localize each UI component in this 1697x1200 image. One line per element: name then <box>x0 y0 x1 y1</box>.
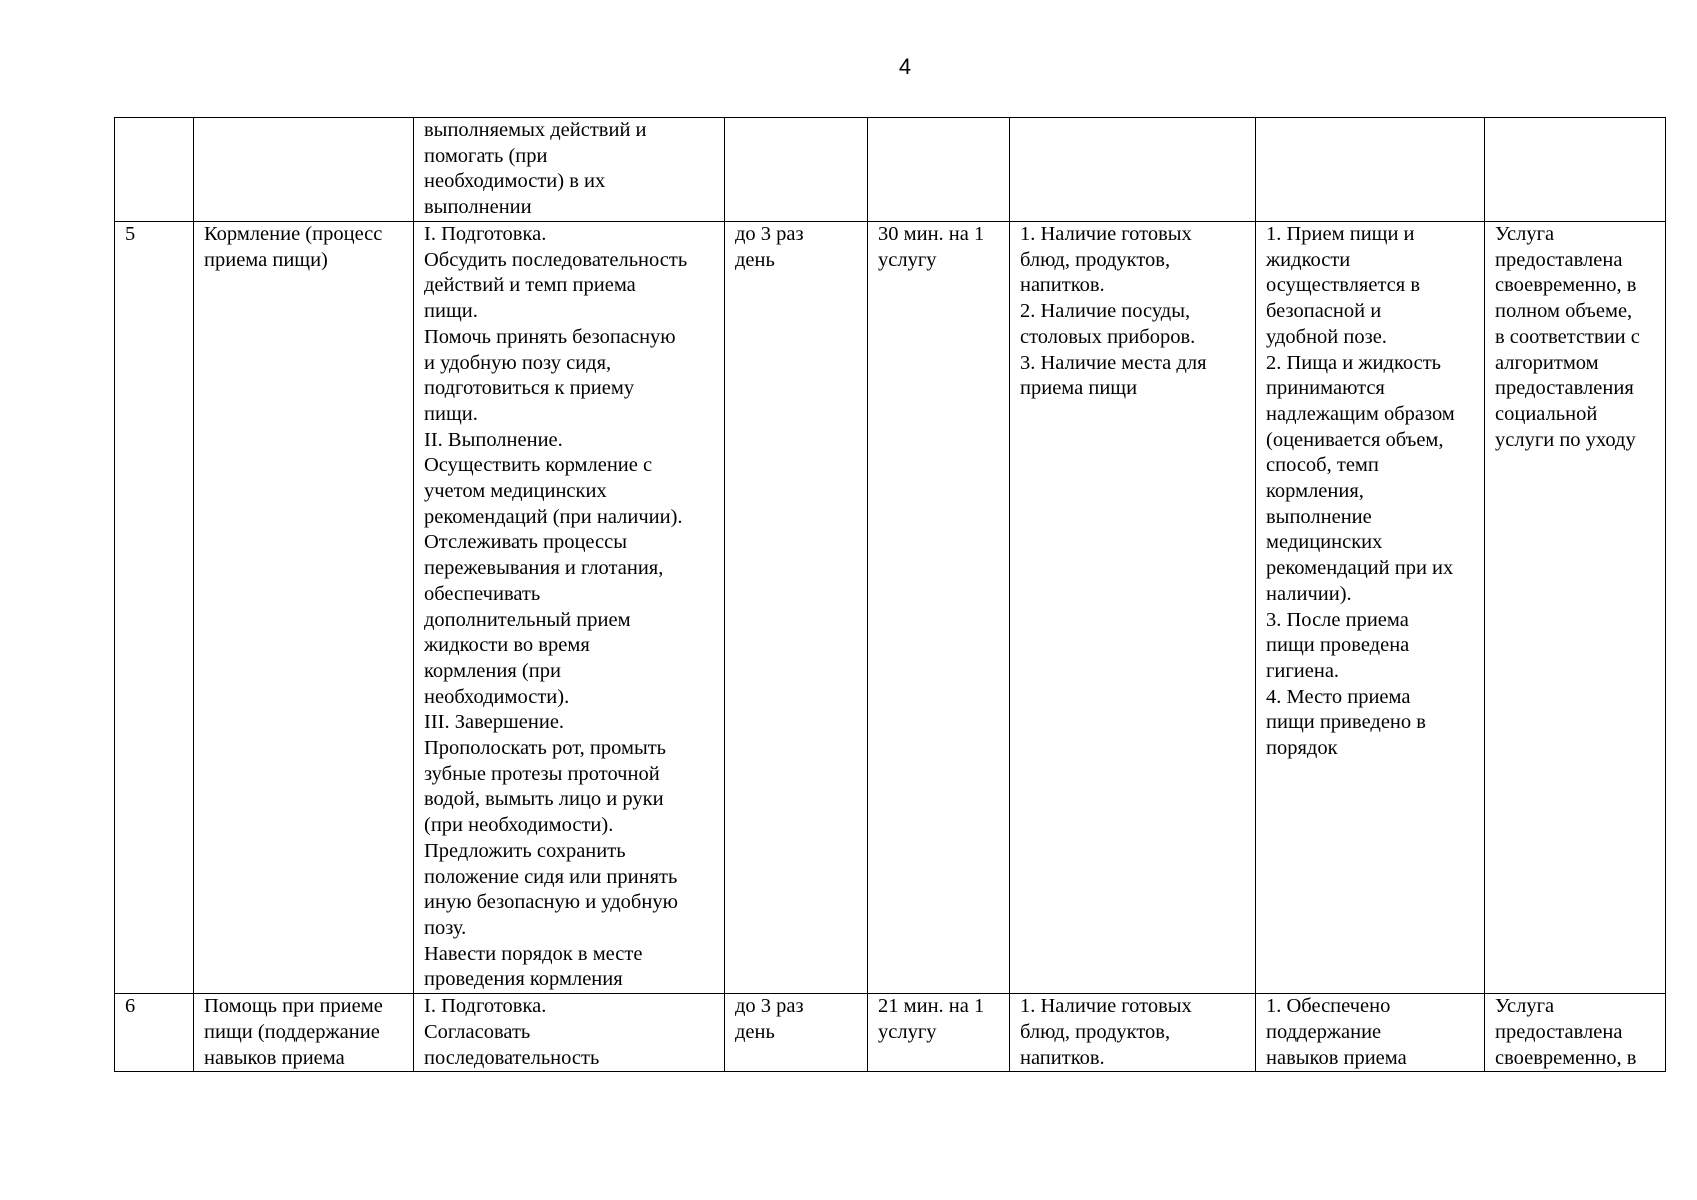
frequency-cell: до 3 раз день <box>725 222 868 994</box>
table-row <box>115 994 1666 1072</box>
frequency-cell: до 3 раз день <box>725 994 868 1072</box>
result-cell: 1. Прием пищи и жидкости осуществляется в безопасной и удобной позе. 2. Пища и жидкость принимаются надлежащим образом (оценивается объем, способ, темп кормления, выполнение медицинских рекомендаций при их наличии). 3. После приема пищи проведена гигиена. 4. Место приема пищи приведено в порядок <box>1256 222 1485 994</box>
evaluation-cell: Услуга предоставлена своевременно, в полном объеме, в соответствии с алгоритмом предоставления социальной услуги по уходу <box>1485 222 1666 994</box>
services-table <box>114 117 1666 1072</box>
row-number-cell <box>115 118 194 222</box>
result-cell <box>1256 118 1485 222</box>
service-actions-cell: выполняемых действий и помогать (при необходимости) в их выполнении <box>414 118 725 222</box>
duration-cell: 30 мин. на 1 услугу <box>868 222 1010 994</box>
duration-cell <box>868 118 1010 222</box>
table-row <box>115 222 1666 994</box>
page-number: 4 <box>898 54 912 79</box>
table-row <box>115 118 1666 222</box>
conditions-cell <box>1010 118 1256 222</box>
frequency-cell <box>725 118 868 222</box>
service-actions-cell: I. Подготовка. Обсудить последовательность действий и темп приема пищи. Помочь принять безопасную и удобную позу сидя, подготовиться к приему пищи. II. Выполнение. Осуществить кормление с учетом медицинских рекомендаций (при наличии). Отслеживать процессы пережевывания и глотания, обеспечивать дополнительный прием жидкости во время кормления (при необходимости). III. Завершение. Прополоскать рот, промыть зубные протезы проточной водой, вымыть лицо и руки (при необходимости). Предложить сохранить положение сидя или принять иную безопасную и удобную позу. Навести порядок в месте проведения кормления <box>414 222 725 994</box>
conditions-cell: 1. Наличие готовых блюд, продуктов, напитков. <box>1010 994 1256 1072</box>
result-cell: 1. Обеспечено поддержание навыков приема <box>1256 994 1485 1072</box>
conditions-cell: 1. Наличие готовых блюд, продуктов, напитков. 2. Наличие посуды, столовых приборов. 3. Наличие места для приема пищи <box>1010 222 1256 994</box>
service-actions-cell: I. Подготовка. Согласовать последовательность <box>414 994 725 1072</box>
evaluation-cell <box>1485 118 1666 222</box>
service-name-cell <box>194 118 414 222</box>
row-number-cell: 5 <box>115 222 194 994</box>
row-number-cell: 6 <box>115 994 194 1072</box>
service-name-cell: Помощь при приеме пищи (поддержание навыков приема <box>194 994 414 1072</box>
duration-cell: 21 мин. на 1 услугу <box>868 994 1010 1072</box>
evaluation-cell: Услуга предоставлена своевременно, в <box>1485 994 1666 1072</box>
service-name-cell: Кормление (процесс приема пищи) <box>194 222 414 994</box>
